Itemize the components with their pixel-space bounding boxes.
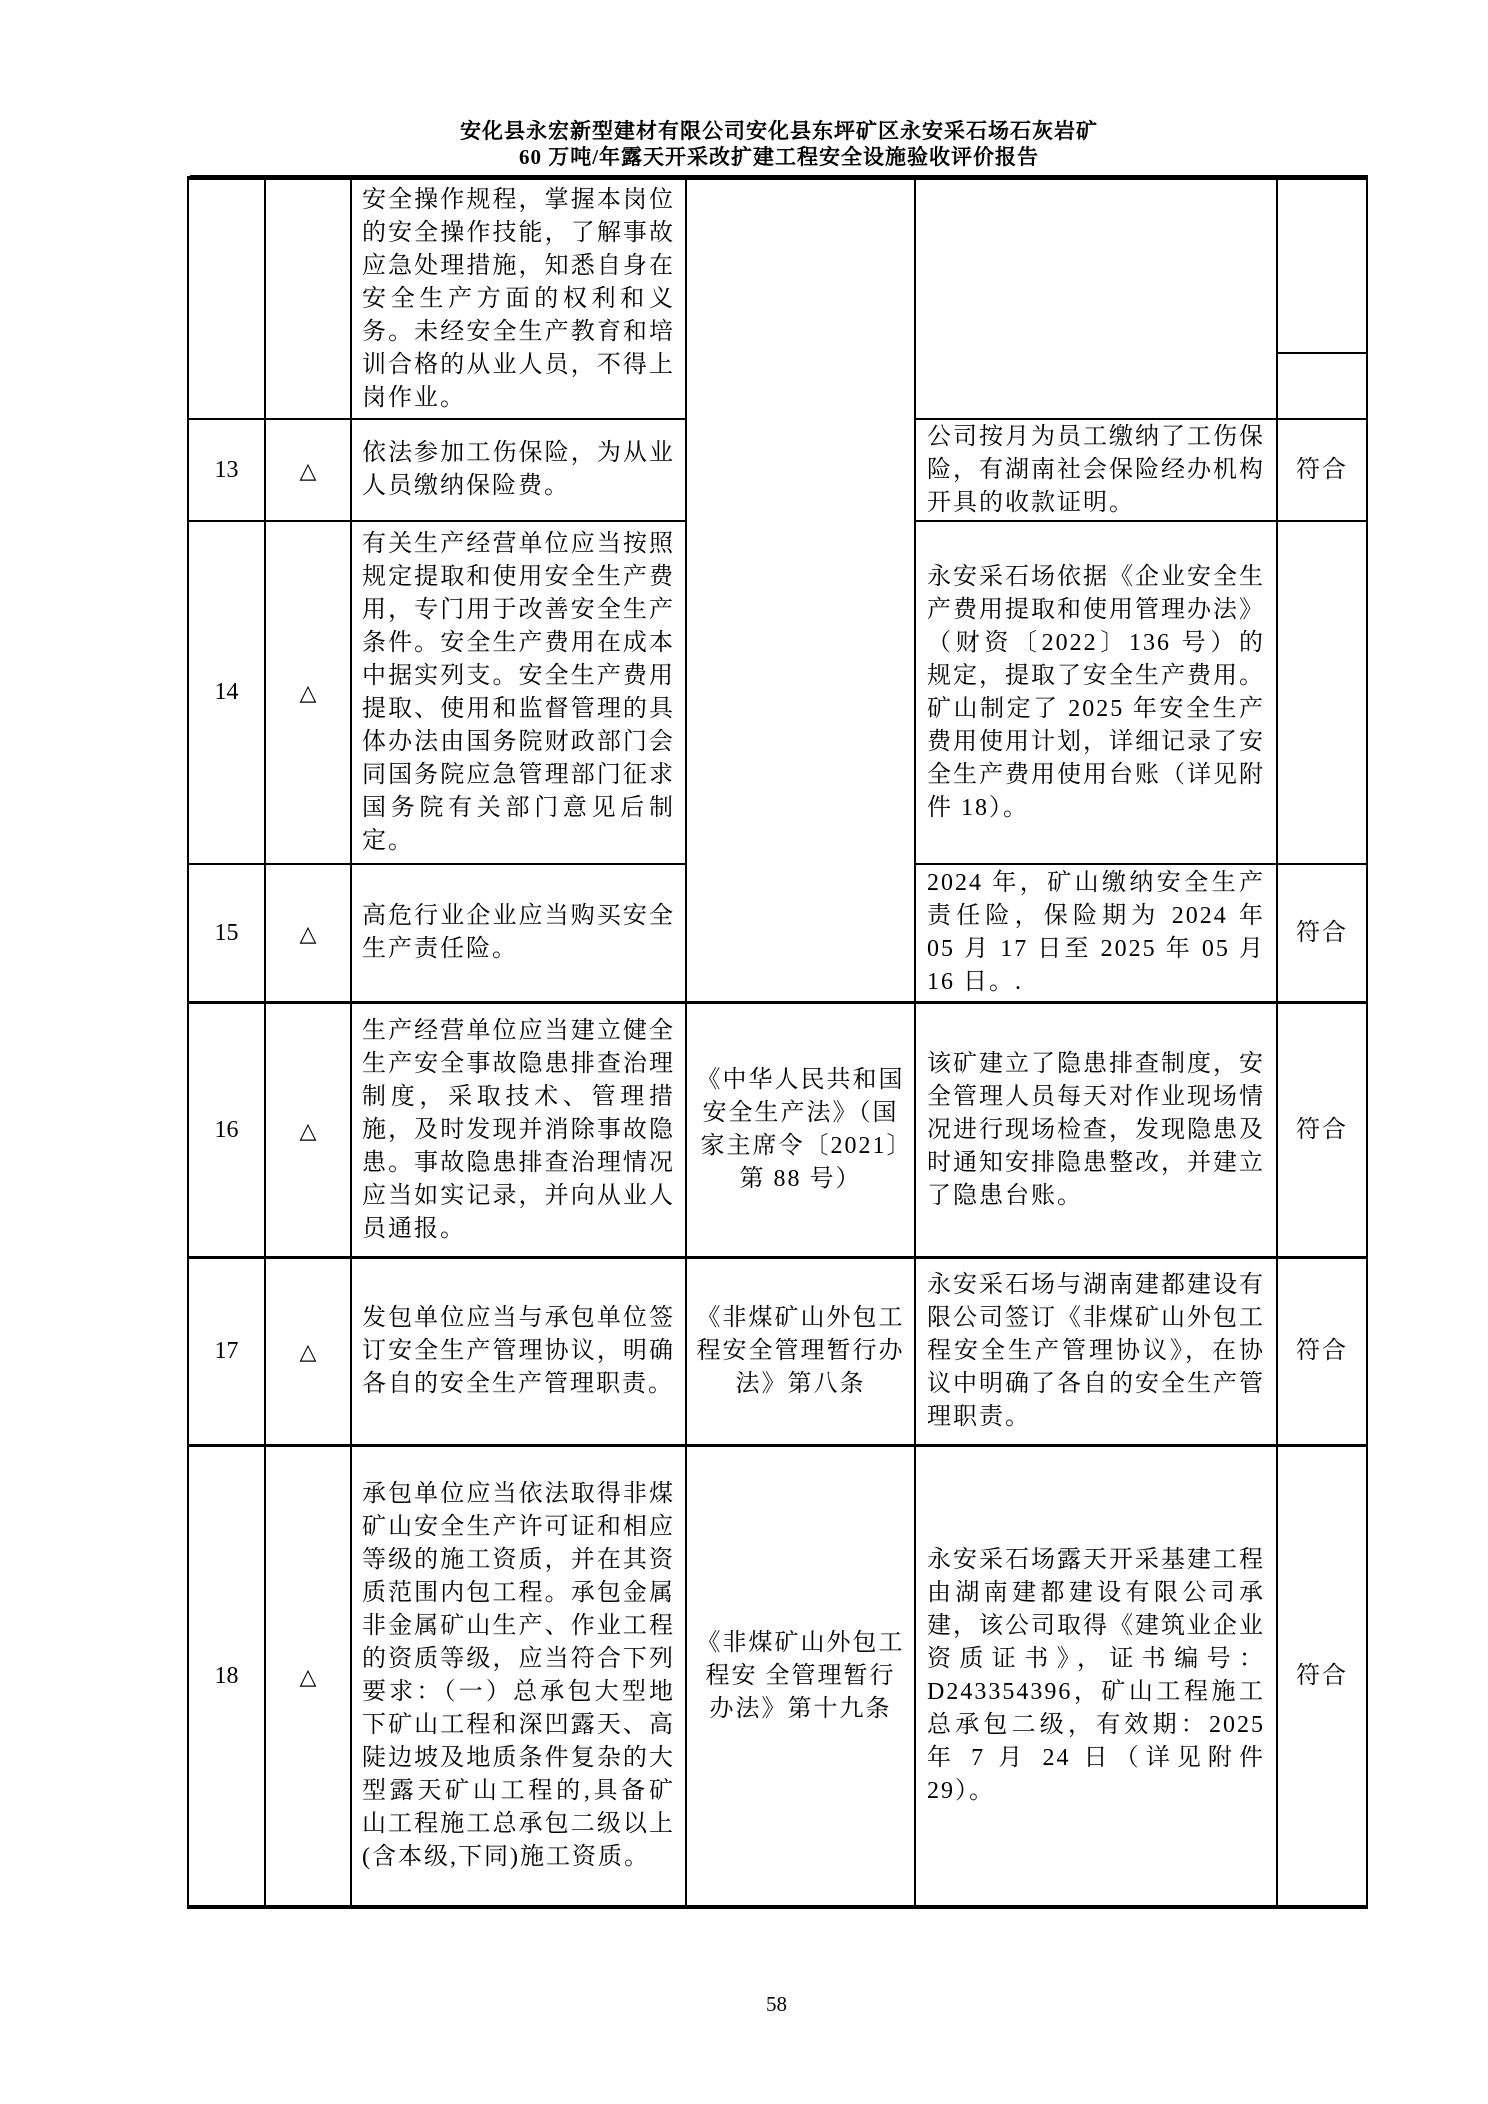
row-16-number-cell: 16 [189,1004,266,1259]
row-17-requirement-cell: 发包单位应当与承包单位签订安全生产管理协议，明确各自的安全生产管理职责。 [352,1259,687,1447]
row-17-number-cell: 17 [189,1259,266,1447]
row-15-number-cell: 15 [189,865,266,1004]
row-cont-number-cell [189,180,266,420]
document-header [190,118,1368,177]
row-15-requirement-cell: 高危行业企业应当购买安全生产责任险。 [352,865,687,1004]
row-13-symbol-cell [266,420,352,522]
row-15-conclusion-cell [1278,865,1366,1004]
row-17-legal-basis-cell: 《非煤矿山外包工程安全管理暂行办法》第八条 [687,1259,916,1447]
header-title-line2: 60 万吨/年露天开采改扩建工程安全设施验收评价报告 [518,145,1040,169]
header-title-line1: 安化县永宏新型建材有限公司安化县东坪矿区永安采石场石灰岩矿 [460,119,1098,143]
row-13-finding-cell: 公司按月为员工缴纳了工伤保险，有湖南社会保险经办机构开具的收款证明。 [916,420,1278,522]
row-17-finding-cell: 永安采石场与湖南建都建设有限公司签订《非煤矿山外包工程安全生产管理协议》，在协议中明确了各自的安全生产管理职责。 [916,1259,1278,1447]
row-18-conclusion-cell [1278,1447,1366,1905]
row-18-symbol-cell [266,1447,352,1905]
row-17-symbol-cell [266,1259,352,1447]
status-badge: 符合 [1296,456,1348,483]
row-14-symbol-cell [266,522,352,865]
row-cont-symbol-cell [266,180,352,420]
triangle-marker: △ [299,1663,317,1689]
status-badge: 符合 [1296,1116,1348,1143]
row-18-number-cell: 18 [189,1447,266,1905]
row-15-finding-cell: 2024 年，矿山缴纳安全生产责任险，保险期为 2024 年 05 月 17 日至 2025 年 05 月 16 日。. [916,865,1278,1004]
row-cont-requirement-cell: 安全操作规程，掌握本岗位的安全操作技能，了解事故应急处理措施，知悉自身在安全生产方面的权利和义务。未经安全生产教育和培训合格的从业人员，不得上岗作业。 [352,180,687,420]
row-14-finding-cell: 永安采石场依据《企业安全生产费用提取和使用管理办法》（财资〔2022〕136 号）的规定，提取了安全生产费用。矿山制定了 2025 年安全生产费用使用计划，详细记录了安全生产费用使用台账（详见附件 18）。 [916,522,1278,865]
row-16-symbol-cell [266,1004,352,1259]
row-13-conclusion-cell [1278,420,1366,522]
triangle-marker: △ [299,457,317,483]
row-16-legal-basis-cell: 《中华人民共和国安全生产法》（国家主席令〔2021〕第 88 号） [687,1004,916,1259]
row-14-number-cell: 14 [189,522,266,865]
evaluation-table [187,176,1368,1909]
row-14-conclusion-cell [1278,522,1366,865]
triangle-marker: △ [299,1117,317,1143]
status-badge: 符合 [1296,1338,1348,1364]
merged-legal-basis-cell [687,180,916,1004]
row-cont-conclusion-cell [1278,180,1366,420]
row-13-number-cell: 13 [189,420,266,522]
page-number: 58 [766,1992,787,2016]
row-16-requirement-cell: 生产经营单位应当建立健全生产安全事故隐患排查治理制度，采取技术、管理措施，及时发现并消除事故隐患。事故隐患排查治理情况应当如实记录，并向从业人员通报。 [352,1004,687,1259]
row-18-finding-cell: 永安采石场露天开采基建工程由湖南建都建设有限公司承建，该公司取得《建筑业企业资质证书》，证书编号：D243354396，矿山工程施工总承包二级，有效期：2025 年 7 月 24 日（详见附件 29）。 [916,1447,1278,1905]
conclusion-cell-divider [1278,352,1366,354]
triangle-marker: △ [299,1339,317,1364]
row-18-legal-basis-cell: 《非煤矿山外包工程安 全管理暂行办法》第十九条 [687,1447,916,1905]
row-14-requirement-cell: 有关生产经营单位应当按照规定提取和使用安全生产费用，专门用于改善安全生产条件。安全生产费用在成本中据实列支。安全生产费用提取、使用和监督管理的具体办法由国务院财政部门会同国务院应急管理部门征求国务院有关部门意见后制定。 [352,522,687,865]
row-cont-finding-cell [916,180,1278,420]
row-16-finding-cell: 该矿建立了隐患排查制度，安全管理人员每天对作业现场情况进行现场检查，发现隐患及时通知安排隐患整改，并建立了隐患台账。 [916,1004,1278,1259]
triangle-marker: △ [299,680,317,705]
row-13-requirement-cell: 依法参加工伤保险，为从业人员缴纳保险费。 [352,420,687,522]
triangle-marker: △ [299,920,317,946]
row-16-conclusion-cell [1278,1004,1366,1259]
status-badge: 符合 [1296,919,1348,946]
row-15-symbol-cell [266,865,352,1004]
row-17-conclusion-cell [1278,1259,1366,1447]
status-badge: 符合 [1296,1662,1348,1689]
row-18-requirement-cell: 承包单位应当依法取得非煤矿山安全生产许可证和相应等级的施工资质，并在其资质范围内包工程。承包金属非金属矿山生产、作业工程的资质等级，应当符合下列要求：（一）总承包大型地下矿山工程和深凹露天、高陡边坡及地质条件复杂的大型露天矿山工程的,具备矿山工程施工总承包二级以上(含本级,下同)施工资质。 [352,1447,687,1905]
